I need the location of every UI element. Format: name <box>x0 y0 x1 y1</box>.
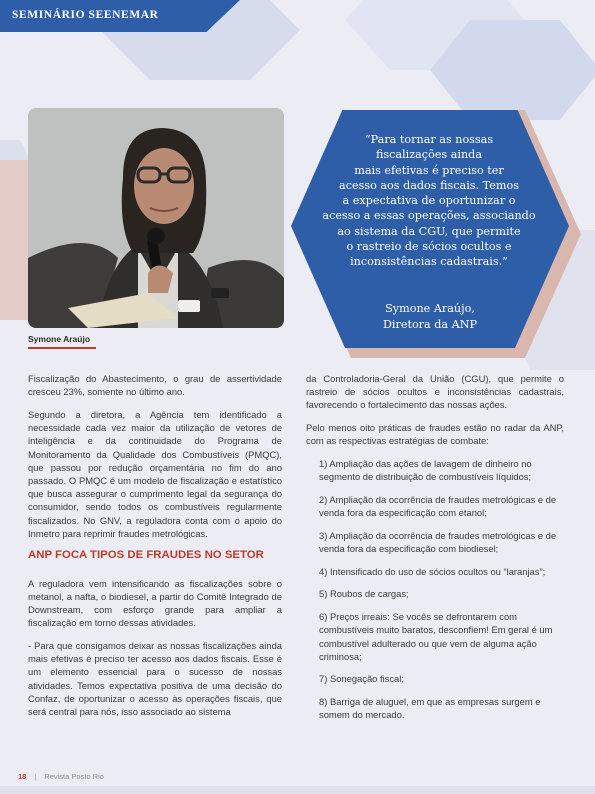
quote-author-name: Symone Araújo, <box>385 302 475 315</box>
pull-quote <box>298 132 560 270</box>
paragraph: - Para que consigamos deixar as nossas fiscalizações ainda mais efetivas é preciso ter acesso aos dados fiscais. Esse é um elemento essencial para o sucesso de nossas atividades. Temos expectativa positiva de uma decisão do Confaz, de oportunizar o acesso às operações fiscais, que será central para nós, isso associado ao sistema <box>28 639 282 717</box>
quote-line: fiscalizações ainda <box>375 148 483 162</box>
quote-line: acesso aos dados fiscais. Temos <box>339 178 519 192</box>
publication-name: Revista Posto Rio <box>44 772 104 781</box>
list-item: 4) Intensificado do uso de sócios ocultos ou “laranjas”; <box>319 565 546 577</box>
caption-rule <box>28 347 96 349</box>
list-item: 6) Preços irreais: Se vocês se defrontarem com combustíveis muito baratos, desconfiem! Em geral é um combustível adulterado ou que vem de alguma ação criminosa; <box>319 611 553 662</box>
quote-line: inconsistências cadastrais.” <box>350 255 508 269</box>
list-item: 3) Ampliação da ocorrência de fraudes metrológicas e de venda fora da especificação com biodiesel; <box>319 529 557 555</box>
page-footer <box>18 772 104 781</box>
quote-author-role: Diretora da ANP <box>382 318 478 331</box>
paragraph: Segundo a diretora, a Agência tem identificado a necessidade cada vez maior da utilização de vetores de inteligência e da continuidade do Programa de Monitoramento da Qualidade dos Combustíveis (PMQC), que passou por redução orçamentária no fim do ano passado. O PMQC é um modelo de fiscalização e estatístico que busca assegurar o cumprimento legal da segurança do consumidor, sendo todos os combustíveis regularmente fiscalizados. No GNV, a reguladora conta com o apoio do Inmetro para reprimir fraudes metrológicas. <box>28 408 282 539</box>
footer-separator: | <box>34 772 37 781</box>
paragraph: da Controladoria-Geral da União (CGU), que permite o rastreio de sócios ocultos e inconsistências cadastrais, favorecendo o fortalecimento das nossas ações. <box>306 373 564 411</box>
list-item: 8) Barriga de aluguel, em que as empresas surgem e somem do mercado. <box>319 696 541 721</box>
quote-attribution <box>330 301 530 333</box>
section-title: SEMINÁRIO SEENEMAR <box>12 9 159 21</box>
footer-band <box>0 786 595 794</box>
quote-line: ao sistema da CGU, que permite <box>337 224 521 238</box>
subheading: ANP FOCA TIPOS DE FRAUDES NO SETOR <box>28 549 264 562</box>
quote-line: a expectativa de oportunizar o <box>342 194 516 208</box>
list-item: 1) Ampliação das ações de lavagem de dinheiro no segmento de distribuição de combustíveis líquidos; <box>319 458 532 483</box>
right-column <box>306 372 564 722</box>
list-item: 2) Ampliação da ocorrência de fraudes metrológicas e de venda fora da especificação com etanol; <box>319 493 557 519</box>
quote-line: mais efetivas é preciso ter <box>354 163 504 177</box>
left-column <box>28 372 282 718</box>
portrait-photo <box>28 108 284 328</box>
list-item: 5) Roubos de cargas; <box>319 588 409 600</box>
list-item: 7) Sonegação fiscal; <box>319 673 404 685</box>
quote-line: “Para tornar as nossas <box>364 133 494 146</box>
photo-caption: Symone Araújo <box>28 334 91 344</box>
paragraph: Pelo menos oito práticas de fraudes estão no radar da ANP, com as respectivas estratégias de combate: <box>306 422 564 447</box>
quote-line: o rastreio de sócios ocultos e <box>346 240 512 254</box>
page-number: 18 <box>18 772 27 781</box>
quote-line: acesso a essas operações, associando <box>322 209 536 223</box>
paragraph: A reguladora vem intensificando as fiscalizações sobre o metanol, a nafta, o biodiesel, a partir do Comitê Integrado de Downstream, com esforço grande para ampliar a fiscalização em torno dessas atividades. <box>28 577 282 629</box>
paragraph: Fiscalização do Abastecimento, o grau de assertividade cresceu 23%, somente no último ano. <box>28 373 282 398</box>
